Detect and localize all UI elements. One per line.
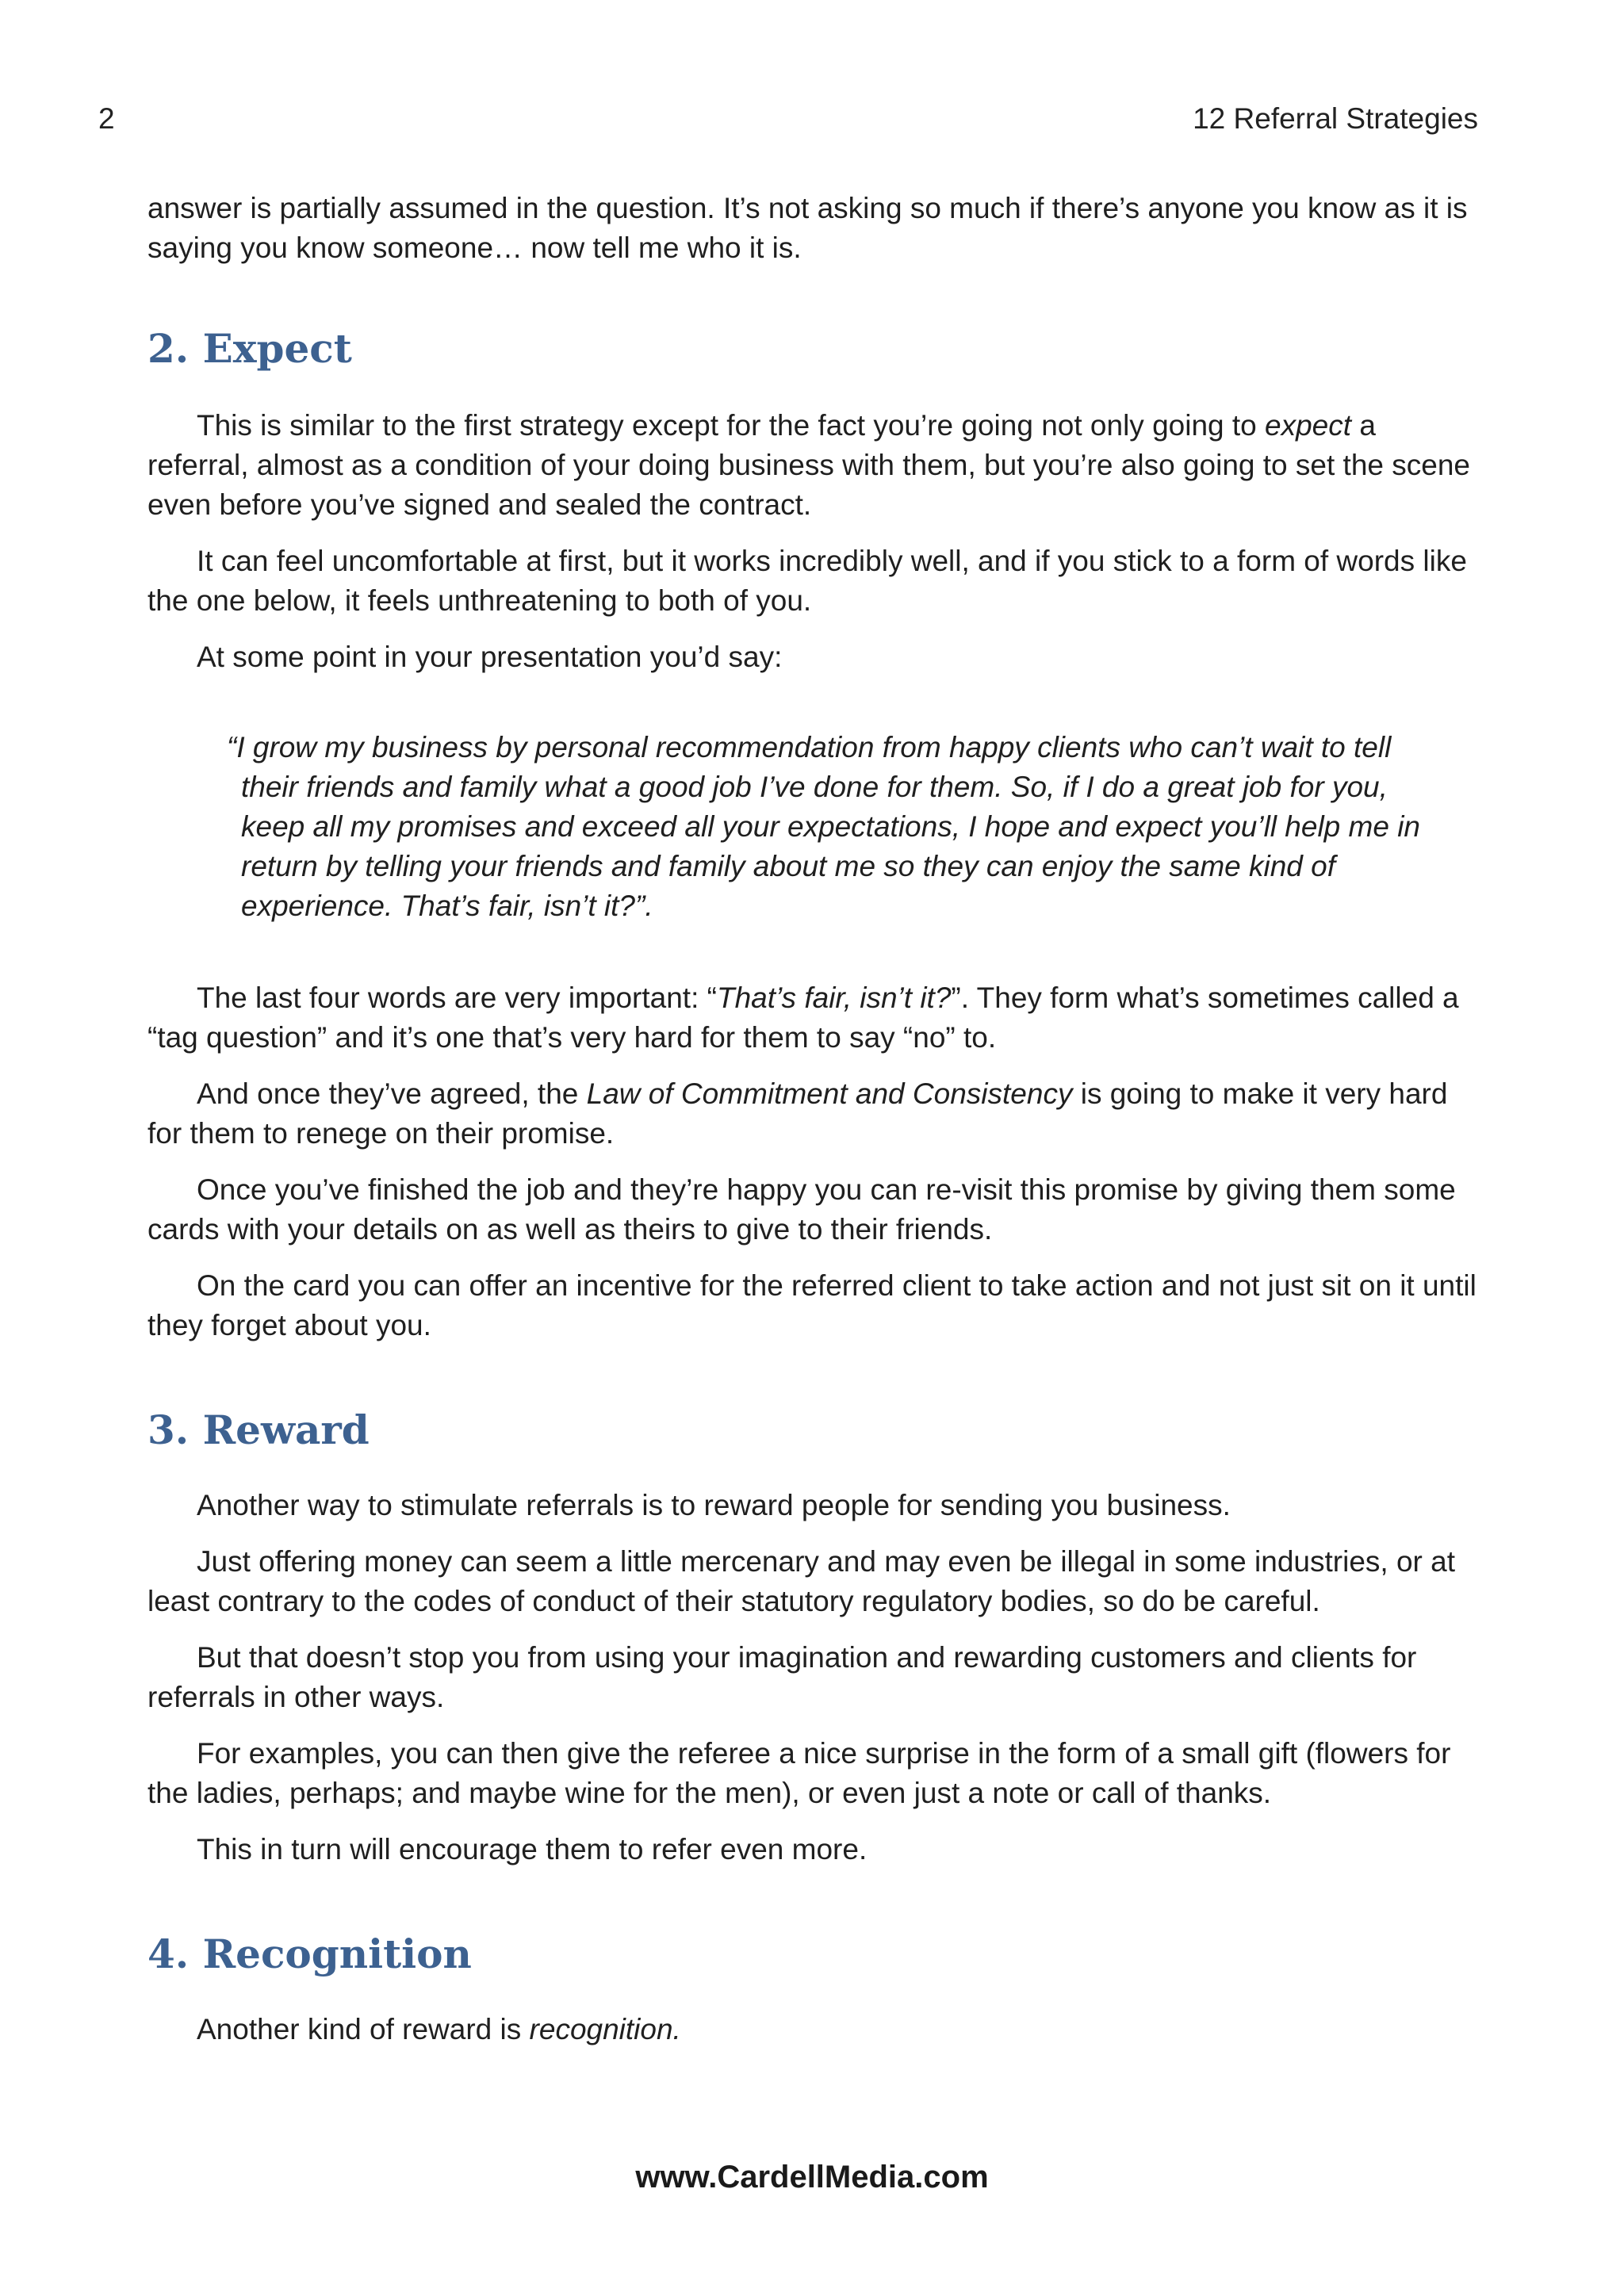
recognition-paragraph-1	[147, 2010, 1480, 2049]
text-run: And once they’ve agreed, the	[197, 1077, 587, 1110]
intro-paragraph: answer is partially assumed in the question. It’s not asking so much if there’s anyone you know as it is saying you know someone… now tell me who it is.	[147, 192, 1468, 264]
page-content	[147, 189, 1480, 2066]
emphasis-recognition: recognition.	[529, 2013, 681, 2045]
expect-paragraph-4	[147, 978, 1480, 1058]
footer-website-link[interactable]: www.CardellMedia.com	[635, 2160, 989, 2195]
text-run: is going to make it very hard for them to renege on their promise.	[147, 1077, 1448, 1150]
expect-paragraph-6: Once you’ve finished the job and they’re happy you can re-visit this promise by giving them some cards with your details on as well as theirs to give to their friends.	[147, 1173, 1456, 1246]
reward-paragraph-2: Just offering money can seem a little mercenary and may even be illegal in some industries, or at least contrary to the codes of conduct of their statutory regulatory bodies, so do be careful.	[147, 1545, 1455, 1617]
text-run: Another kind of reward is	[197, 2013, 530, 2045]
page-number: 2	[98, 102, 115, 135]
emphasis-law: Law of Commitment and Consistency	[586, 1077, 1073, 1110]
expect-paragraph-2: It can feel uncomfortable at first, but it works incredibly well, and if you stick to a form of words like the one below, it feels unthreatening to both of you.	[147, 545, 1467, 617]
text-run: This is similar to the first strategy except for the fact you’re going not only going to	[197, 409, 1266, 442]
expect-paragraph-3: At some point in your presentation you’d say:	[197, 641, 783, 673]
reward-paragraph-5: This in turn will encourage them to refer even more.	[197, 1833, 868, 1866]
text-run: The last four words are very important: “	[197, 982, 717, 1014]
block-quote: “I grow my business by personal recommendation from happy clients who can’t wait to tell their friends and family what a good job I’ve done for them. So, if I do a great job for you, keep all my promises and exceed all your expectations, I hope and expect you’ll help me in return by telling your friends and family about me so they can enjoy the same kind of experience. That’s fair, isn’t it?”.	[227, 731, 1421, 922]
reward-paragraph-1: Another way to stimulate referrals is to reward people for sending you business.	[197, 1489, 1231, 1521]
emphasis-expect: expect	[1265, 409, 1352, 442]
running-header-title: 12 Referral Strategies	[1193, 102, 1478, 135]
reward-paragraph-4: For examples, you can then give the referee a nice surprise in the form of a small gift (flowers for the ladies, perhaps; and maybe wine for the men), or even just a note or call of thanks.	[147, 1737, 1451, 1809]
text-run: a referral, almost as a condition of your doing business with them, but you’re also going to set the scene even before you’ve signed and sealed the contract.	[147, 409, 1470, 521]
text-run: ”. They form what’s sometimes called a “tag question” and it’s one that’s very hard for them to say “no” to.	[147, 982, 1459, 1054]
expect-paragraph-7: On the card you can offer an incentive for the referred client to take action and not just sit on it until they forget about you.	[147, 1269, 1477, 1341]
emphasis-tag-question: That’s fair, isn’t it?	[716, 982, 952, 1014]
expect-paragraph-5	[147, 1074, 1480, 1154]
expect-paragraph-1	[147, 406, 1480, 525]
section-heading-expect: 2. Expect	[147, 325, 352, 372]
section-heading-reward: 3. Reward	[147, 1406, 370, 1453]
section-heading-recognition: 4. Recognition	[147, 1931, 472, 1977]
reward-paragraph-3: But that doesn’t stop you from using your imagination and rewarding customers and clients for referrals in other ways.	[147, 1641, 1417, 1713]
